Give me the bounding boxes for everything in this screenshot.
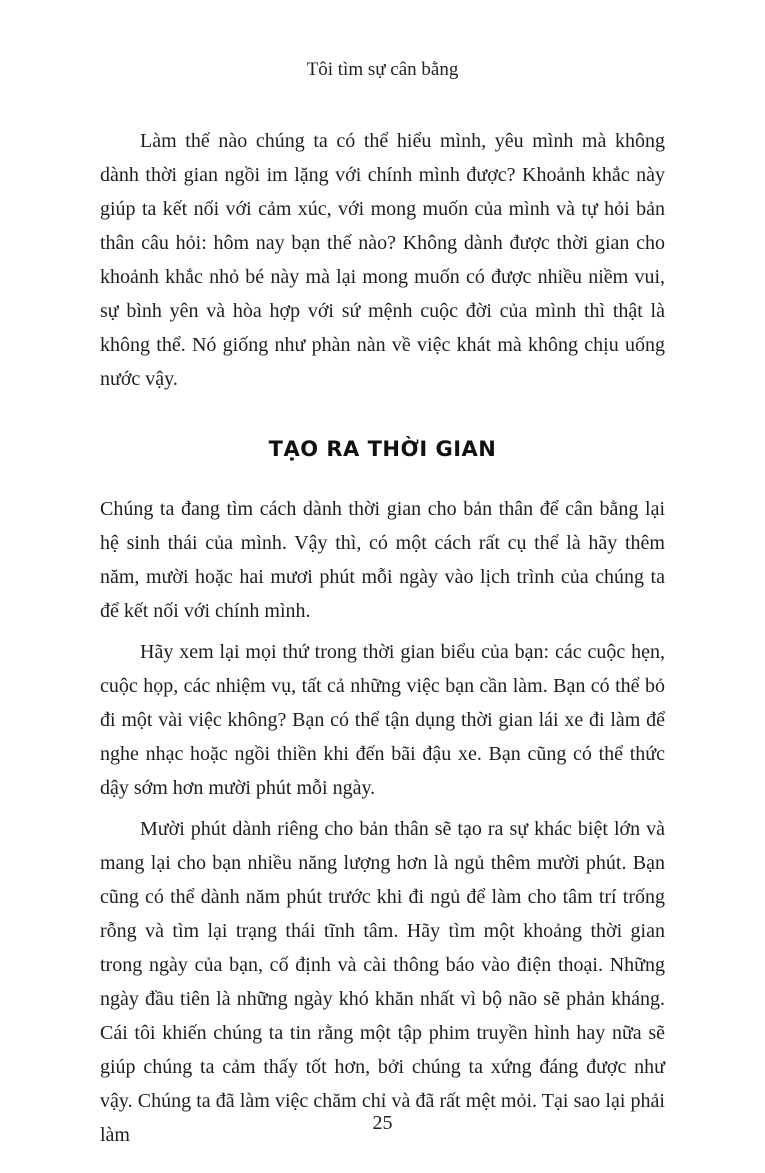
page-body [100,124,665,1152]
paragraph: Hãy xem lại mọi thứ trong thời gian biểu của bạn: các cuộc hẹn, cuộc họp, các nhiệm vụ, tất cả những việc bạn cần làm. Bạn có thể bỏ đi một vài việc không? Bạn có thể tận dụng thời gian lái xe đi làm để nghe nhạc hoặc ngồi thiền khi đến bãi đậu xe. Bạn cũng có thể thức dậy sớm hơn mười phút mỗi ngày. [100,641,665,799]
running-header: Tôi tìm sự cân bằng [306,59,459,80]
section-heading: TẠO RA THỜI GIAN [268,437,497,461]
page-number: 25 [372,1112,393,1134]
intro-paragraph: Làm thế nào chúng ta có thể hiểu mình, yêu mình mà không dành thời gian ngồi im lặng với chính mình được? Khoảnh khắc này giúp ta kết nối với cảm xúc, với mong muốn của mình và tự hỏi bản thân câu hỏi: hôm nay bạn thế nào? Không dành được thời gian cho khoảnh khắc nhỏ bé này mà lại mong muốn có được nhiều niềm vui, sự bình yên và hòa hợp với sứ mệnh cuộc đời của mình thì thật là không thể. Nó giống như phàn nàn về việc khát mà không chịu uống nước vậy. [100,130,665,390]
paragraph: Mười phút dành riêng cho bản thân sẽ tạo ra sự khác biệt lớn và mang lại cho bạn nhiều năng lượng hơn là ngủ thêm mười phút. Bạn cũng có thể dành năm phút trước khi đi ngủ để làm cho tâm trí trống rỗng và tìm lại trạng thái tĩnh tâm. Hãy tìm một khoảng thời gian trong ngày của bạn, cố định và cài thông báo vào điện thoại. Những ngày đầu tiên là những ngày khó khăn nhất vì bộ não sẽ phản kháng. Cái tôi khiến chúng ta tin rằng một tập phim truyền hình hay nữa sẽ giúp chúng ta cảm thấy tốt hơn, bởi chúng ta xứng đáng được như vậy. Chúng ta đã làm việc chăm chỉ và đã rất mệt mỏi. Tại sao lại phải làm [100,818,665,1146]
paragraph: Chúng ta đang tìm cách dành thời gian cho bản thân để cân bằng lại hệ sinh thái của mình. Vậy thì, có một cách rất cụ thể là hãy thêm năm, mười hoặc hai mươi phút mỗi ngày vào lịch trình của chúng ta để kết nối với chính mình. [100,498,665,622]
